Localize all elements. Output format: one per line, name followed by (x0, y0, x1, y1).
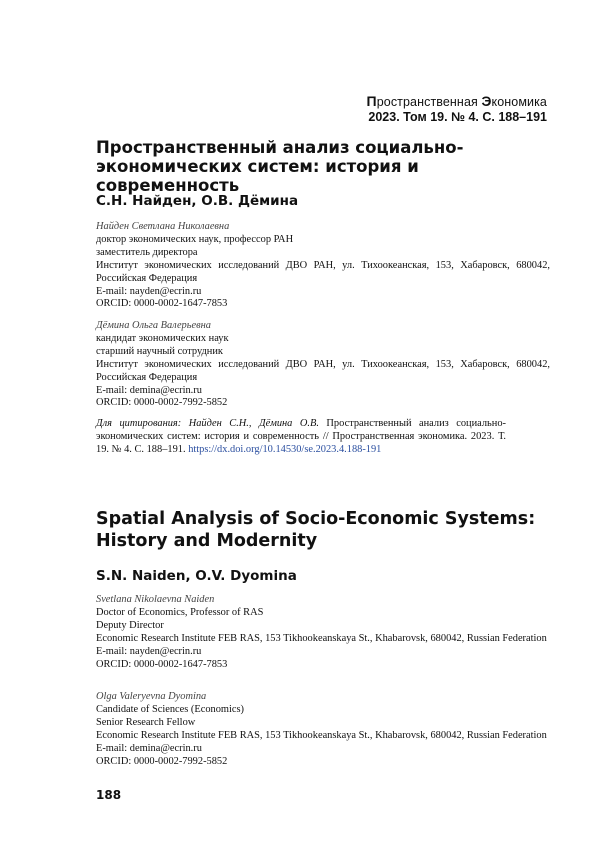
author-name: Найден Светлана Николаевна (96, 221, 550, 234)
author-position: Senior Research Fellow (96, 717, 550, 730)
article-title-en-line1: Spatial Analysis of Socio-Economic Systems: (96, 508, 566, 530)
citation (96, 418, 506, 457)
doi-link[interactable]: https://dx.doi.org/10.14530/se.2023.4.188-191 (188, 444, 381, 455)
journal-name-e-initial: Э (481, 93, 491, 109)
journal-name-p-initial: П (367, 93, 377, 109)
author-email: E-mail: nayden@ecrin.ru (96, 286, 550, 299)
author-affiliation: Economic Research Institute FEB RAS, 153 Tikhookeanskaya St., Khabarovsk, 680042, Russian Federation (96, 730, 550, 743)
authors-en: S.N. Naiden, O.V. Dyomina (96, 568, 297, 584)
author-en-2 (96, 691, 550, 768)
author-affiliation: Институт экономических исследований ДВО РАН, ул. Тихоокеанская, 153, Хабаровск, 680042, Российская Федерация (96, 359, 550, 385)
author-email: E-mail: nayden@ecrin.ru (96, 646, 550, 659)
authors-ru: С.Н. Найден, О.В. Дёмина (96, 193, 298, 209)
author-name: Svetlana Nikolaevna Naiden (96, 594, 550, 607)
author-degree: Doctor of Economics, Professor of RAS (96, 607, 550, 620)
author-orcid: ORCID: 0000-0002-1647-7853 (96, 298, 550, 311)
author-degree: доктор экономических наук, профессор РАН (96, 234, 550, 247)
author-affiliation: Economic Research Institute FEB RAS, 153 Tikhookeanskaya St., Khabarovsk, 680042, Russian Federation (96, 633, 550, 646)
author-en-1 (96, 594, 550, 671)
author-name: Olga Valeryevna Dyomina (96, 691, 550, 704)
author-position: старший научный сотрудник (96, 346, 550, 359)
author-position: Deputy Director (96, 620, 550, 633)
journal-name-e-rest: кономика (492, 95, 548, 109)
page-number: 188 (96, 788, 121, 802)
author-orcid: ORCID: 0000-0002-7992-5852 (96, 756, 550, 769)
article-title-ru-line1: Пространственный анализ социально- (96, 138, 556, 157)
author-email: E-mail: demina@ecrin.ru (96, 385, 550, 398)
article-title-en (96, 508, 566, 552)
journal-name (367, 93, 547, 109)
author-position: заместитель директора (96, 247, 550, 260)
journal-issue: 2023. Том 19. № 4. С. 188–191 (368, 110, 547, 124)
citation-lead: Для цитирования: Найден С.Н., Дёмина О.В. (96, 418, 319, 429)
author-ru-1 (96, 221, 550, 311)
article-title-ru-line2: экономических систем: история и современность (96, 157, 556, 195)
author-orcid: ORCID: 0000-0002-7992-5852 (96, 397, 550, 410)
author-name: Дёмина Ольга Валерьевна (96, 320, 550, 333)
journal-name-p-rest: ространственная (377, 95, 482, 109)
author-email: E-mail: demina@ecrin.ru (96, 743, 550, 756)
author-affiliation: Институт экономических исследований ДВО РАН, ул. Тихоокеанская, 153, Хабаровск, 680042, Российская Федерация (96, 260, 550, 286)
citation-text: Пространственный анализ социально-экономических систем: история и современность // Пространственная экономика. 2023. Т. 19. № 4. С. 188–191. (96, 418, 506, 455)
article-title-ru (96, 138, 556, 195)
article-title-en-line2: History and Modernity (96, 530, 566, 552)
author-degree: Candidate of Sciences (Economics) (96, 704, 550, 717)
author-degree: кандидат экономических наук (96, 333, 550, 346)
author-orcid: ORCID: 0000-0002-1647-7853 (96, 659, 550, 672)
author-ru-2 (96, 320, 550, 410)
